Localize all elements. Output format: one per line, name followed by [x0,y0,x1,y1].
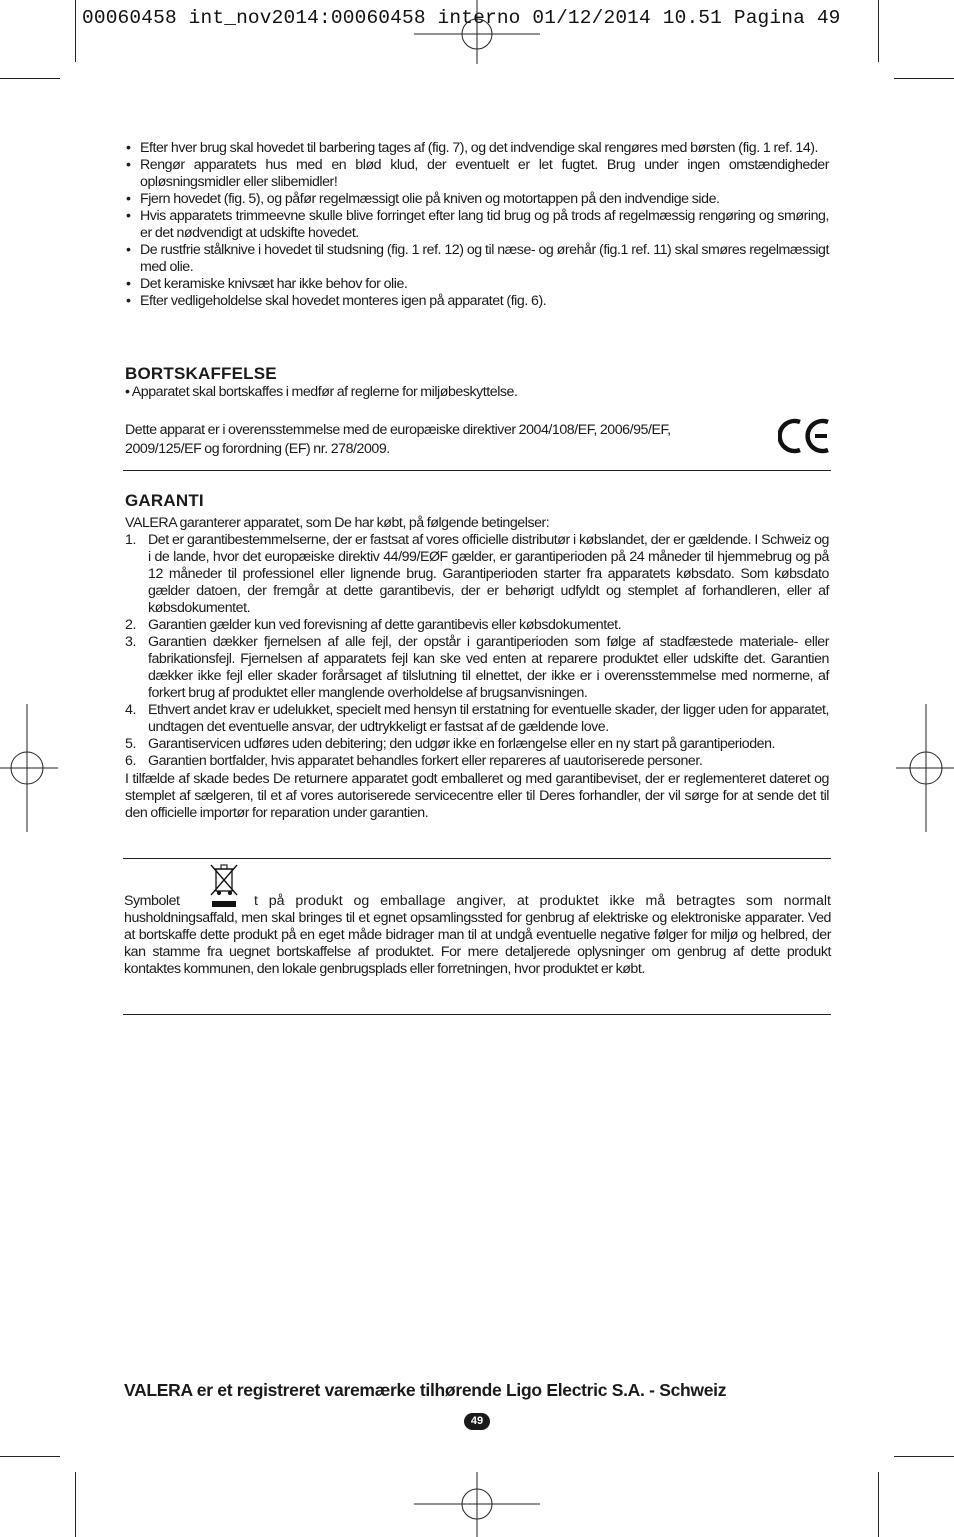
item-number: 4. [125,702,136,718]
divider [123,858,831,859]
warranty-intro: VALERA garanterer apparatet, som De har købt, på følgende betingelser: [125,515,550,531]
weee-line1: t på produkt og emballage angiver, at produktet ikke må betragtes som normalt [254,893,831,909]
warranty-terms [125,532,829,770]
crop-mark-top-left-v [75,0,76,62]
list-item: • Fjern hovedet (fig. 5), og påfør regelmæssigt olie på kniven og motortappen på den indvendige side. [125,191,829,208]
disposal-bullet-text: Apparatet skal bortskaffes i medfør af reglerne for miljøbeskyttelse. [131,384,518,400]
item-number: 3. [125,634,136,650]
conformity-statement [125,421,765,459]
conformity-line: 2009/125/EF og forordning (EF) nr. 278/2009. [125,441,390,457]
crop-mark-top-right-v [878,0,879,62]
divider [123,1014,831,1015]
list-item: • Efter vedligeholdelse skal hovedet monteres igen på apparatet (fig. 6). [125,293,829,310]
item-text: Ethvert andet krav er udelukket, specielt med hensyn til erstatning for eventuelle skader, der ligger uden for apparatet, undtagen det eventuelle ansvar, der udtrykkeligt er fastsat af de gældende love. [148,702,829,735]
item-number: 5. [125,736,136,752]
item-text: Garantien gælder kun ved forevisning af dette garantibevis eller købsdokumentet. [148,617,622,633]
list-item: • Det keramiske knivsæt har ikke behov for olie. [125,276,829,293]
item-text: Garantiservicen udføres uden debitering; den udgør ikke en forlængelse eller en ny start på garantiperioden. [148,736,776,752]
print-slug: 00060458 int_nov2014:00060458 interno 01/12/2014 10.51 Pagina 49 [82,7,841,29]
crop-mark-bottom-left-v [75,1472,76,1537]
conformity-line: Dette apparat er i overensstemmelse med de europæiske direktiver 2004/108/EF, 2006/95/EF, [125,422,671,438]
list-item [125,753,829,770]
crop-mark-top-left-h [0,78,60,79]
trademark-notice: VALERA er et registreret varemærke tilhørende Ligo Electric S.A. - Schweiz [124,1380,727,1400]
item-text: Garantien bortfalder, hvis apparatet behandles forkert eller repareres af uautoriserede personer. [148,753,703,769]
weee-notice [124,893,831,978]
weee-body: husholdningsaffald, men skal bringes til et egnet opsamlingssted for genbrug af elektriske og elektroniske apparater. Ved at bortskaffe dette produkt på en eget måde bidrager man til at undgå eventuelle negative følger for miljø og helbred, der kan stamme fra uegnet bortskaffelse af produktet. For mere detaljerede oplysninger om genbrug af dette produkt kontaktes kommunen, den lokale genbrugsplads eller forretningen, hvor produktet er købt. [124,910,831,977]
crop-mark-top-right-h [894,78,954,79]
list-item [125,634,829,702]
crop-mark-bottom-left-h [0,1456,60,1457]
item-text: Det er garantibestemmelserne, der er fastsat af vores officielle distributør i købslandet, der er gældende. I Schweiz og i de lande, hvor det europæiske direktiv 44/99/EØF gælder, er garantiperioden på 24 måneder til hjemmebrug og på 12 måneder til professionel eller lignende brug. Garantiperioden starter fra apparatets købsdato. Som købsdato gælder datoen, der fremgår at dette garantibevis, der er behørigt udfyldt og stemplet af forhandleren, eller af købsdokumentet. [148,532,829,616]
maintenance-list [125,140,829,310]
list-item [125,736,829,753]
list-item: • Efter hver brug skal hovedet til barbering tages af (fig. 7), og det indvendige skal rengøres med børsten (fig. 1 ref. 14). [125,140,829,157]
bullet-glyph: • [125,384,132,400]
warranty-closing: I tilfælde af skade bedes De returnere apparatet godt emballeret og med garantibeviset, der er reglementeret dateret og stemplet af sælgeren, til et af vores autoriserede servicecentre eller til Deres forhandler, der vil sørge for at sende det til den officielle importør for reparation under garantien. [125,771,829,821]
registration-mark-icon [414,0,540,64]
registration-mark-icon [0,704,58,832]
registration-mark-icon [896,704,954,832]
disposal-heading: BORTSKAFFELSE [125,364,277,383]
item-text: Garantien dækker fjernelsen af alle fejl, der opstår i garantiperioden som følge af stadfæstede materiale- eller fabrikationsfejl. Fjernelsen af apparatets fejl kan ske ved enten at reparere produktet eller udskifte det. Garantien dækker ikke fejl eller skader forårsaget af tilslutning til elnettet, der ikke er i overensstemmelse med normerne, af forkert brug af produktet eller manglende overholdelse af brugsanvisningen. [148,634,829,701]
weee-lead: Symbolet [124,893,180,909]
warranty-heading: GARANTI [125,491,204,510]
list-item [125,532,829,617]
ce-mark-icon [778,417,832,455]
item-number: 6. [125,753,136,769]
list-item [125,702,829,736]
list-item: • De rustfrie stålknive i hovedet til studsning (fig. 1 ref. 12) og til næse- og ørehår (fig.1 ref. 11) skal smøres regelmæssigt med olie. [125,242,829,276]
list-item [125,617,829,634]
registration-mark-icon [414,1472,540,1537]
item-number: 1. [125,532,136,548]
disposal-bullet [125,384,829,401]
list-item: • Hvis apparatets trimmeevne skulle blive forringet efter lang tid brug og på trods af regelmæssig rengøring og smøring, er det nødvendigt at udskifte hovedet. [125,208,829,242]
crop-mark-bottom-right-h [894,1456,954,1457]
list-item: • Rengør apparatets hus med en blød klud, der eventuelt er let fugtet. Brug under ingen omstændigheder opløsningsmidler eller slibemidler! [125,157,829,191]
page-number-badge: 49 [464,1413,490,1430]
divider [123,470,831,471]
item-number: 2. [125,617,136,633]
weee-first-line [124,893,831,910]
crop-mark-bottom-right-v [878,1472,879,1537]
